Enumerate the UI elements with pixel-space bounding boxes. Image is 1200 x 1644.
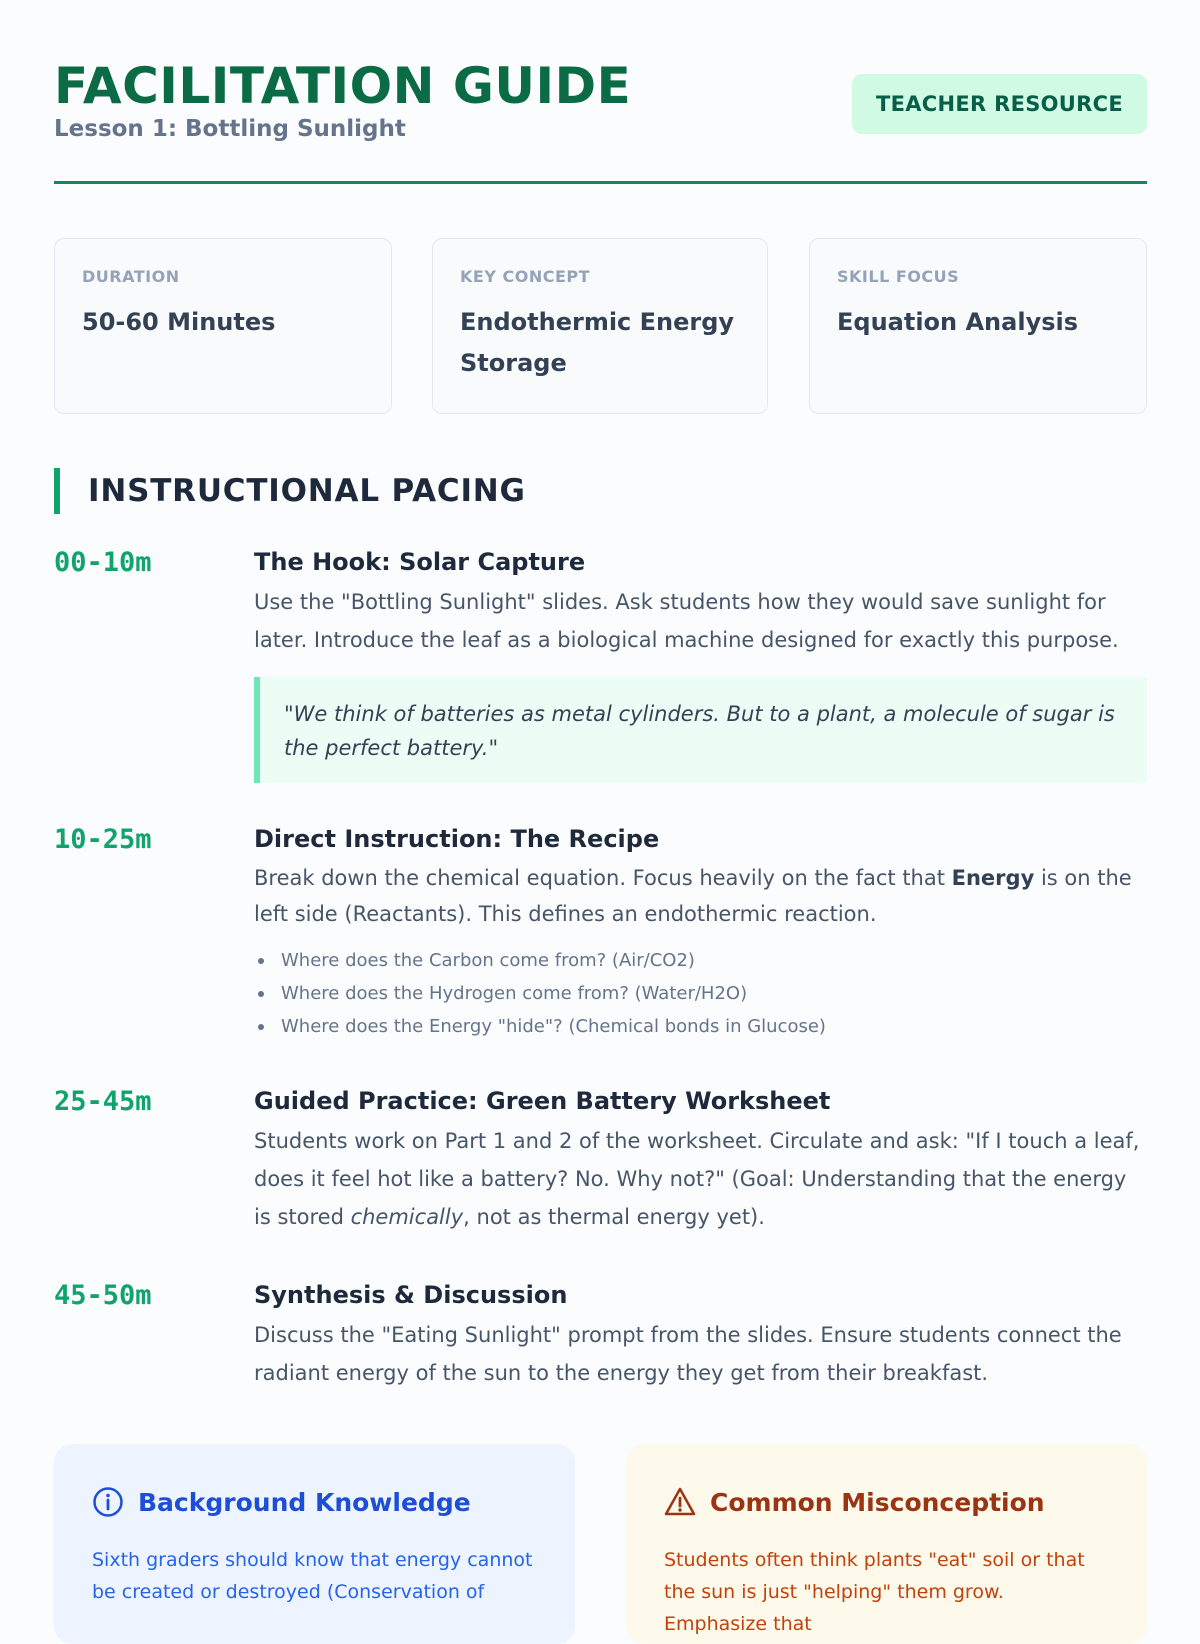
pacing-title: Guided Practice: Green Battery Worksheet <box>254 1087 831 1115</box>
lesson-subtitle: Lesson 1: Bottling Sunlight <box>54 116 406 142</box>
pacing-description <box>254 1122 1147 1236</box>
desc-text: Students work on Part 1 and 2 of the worksheet. Circulate and ask: "If I touch a leaf, does it feel hot like a battery? No. Why not?" (Goal: Understanding that the energy is stored <box>254 1129 1140 1229</box>
pacing-time: 45-50m <box>54 1280 152 1311</box>
question-list <box>254 944 1147 1043</box>
desc-bold: Energy <box>951 866 1035 890</box>
card-value: Endothermic Energy Storage <box>460 308 735 377</box>
pacing-content <box>254 1086 1147 1236</box>
pacing-content <box>254 824 1147 1043</box>
pacing-description <box>254 860 1147 932</box>
card-value: Equation Analysis <box>837 308 1079 336</box>
desc-text: is on the left side (Reactants). This defines an endothermic reaction. <box>254 866 1132 926</box>
pacing-title: Direct Instruction: The Recipe <box>254 825 660 853</box>
pacing-content <box>254 1280 1147 1392</box>
section-title: INSTRUCTIONAL PACING <box>88 473 526 509</box>
desc-text: , not as thermal energy yet). <box>463 1205 765 1229</box>
box-text: Sixth graders should know that energy cannot be created or destroyed (Conservation of <box>92 1549 533 1603</box>
warning-icon <box>664 1486 696 1518</box>
teacher-resource-badge: TEACHER RESOURCE <box>852 74 1147 134</box>
pacing-time: 25-45m <box>54 1086 152 1117</box>
info-cards <box>54 238 1147 414</box>
pacing-title: The Hook: Solar Capture <box>254 548 586 576</box>
card-value: 50-60 Minutes <box>82 308 276 336</box>
box-header <box>664 1484 1109 1520</box>
box-text: Students often think plants "eat" soil or that the sun is just "helping" them grow. Emphasize that <box>664 1549 1085 1635</box>
page-title: FACILITATION GUIDE <box>54 57 632 115</box>
duration-card <box>54 238 392 414</box>
desc-text: Break down the chemical equation. Focus heavily on the fact that <box>254 866 952 890</box>
section-accent-bar <box>54 468 60 514</box>
box-header <box>92 1484 537 1520</box>
background-knowledge-box <box>54 1444 575 1644</box>
box-title: Common Misconception <box>710 1487 1045 1517</box>
info-icon <box>92 1486 124 1518</box>
pacing-time: 00-10m <box>54 547 152 578</box>
card-label: DURATION <box>82 267 180 286</box>
list-item: Where does the Hydrogen come from? (Water/H2O) <box>254 977 1147 1010</box>
card-label: KEY CONCEPT <box>460 267 591 286</box>
pacing-description: Use the "Bottling Sunlight" slides. Ask students how they would save sunlight for later. Introduce the leaf as a biological machine designed for exactly this purpose. <box>254 590 1119 652</box>
misconception-box <box>626 1444 1147 1644</box>
pacing-time: 10-25m <box>54 824 152 855</box>
pacing-title: Synthesis & Discussion <box>254 1281 568 1309</box>
page-header <box>54 56 1147 184</box>
skill-focus-card <box>809 238 1147 414</box>
list-item: Where does the Carbon come from? (Air/CO2) <box>254 944 1147 977</box>
box-title: Background Knowledge <box>138 1487 471 1517</box>
facilitation-guide-page <box>54 0 1147 1635</box>
desc-italic: chemically <box>350 1205 464 1229</box>
pacing-quote: "We think of batteries as metal cylinders. But to a plant, a molecule of sugar is the perfect battery." <box>254 677 1147 783</box>
pacing-content <box>254 547 1147 783</box>
pacing-description: Discuss the "Eating Sunlight" prompt from the slides. Ensure students connect the radiant energy of the sun to the energy they get from their breakfast. <box>254 1323 1122 1385</box>
list-item: Where does the Energy "hide"? (Chemical bonds in Glucose) <box>254 1010 1147 1043</box>
key-concept-card <box>432 238 768 414</box>
card-label: SKILL FOCUS <box>837 267 960 286</box>
